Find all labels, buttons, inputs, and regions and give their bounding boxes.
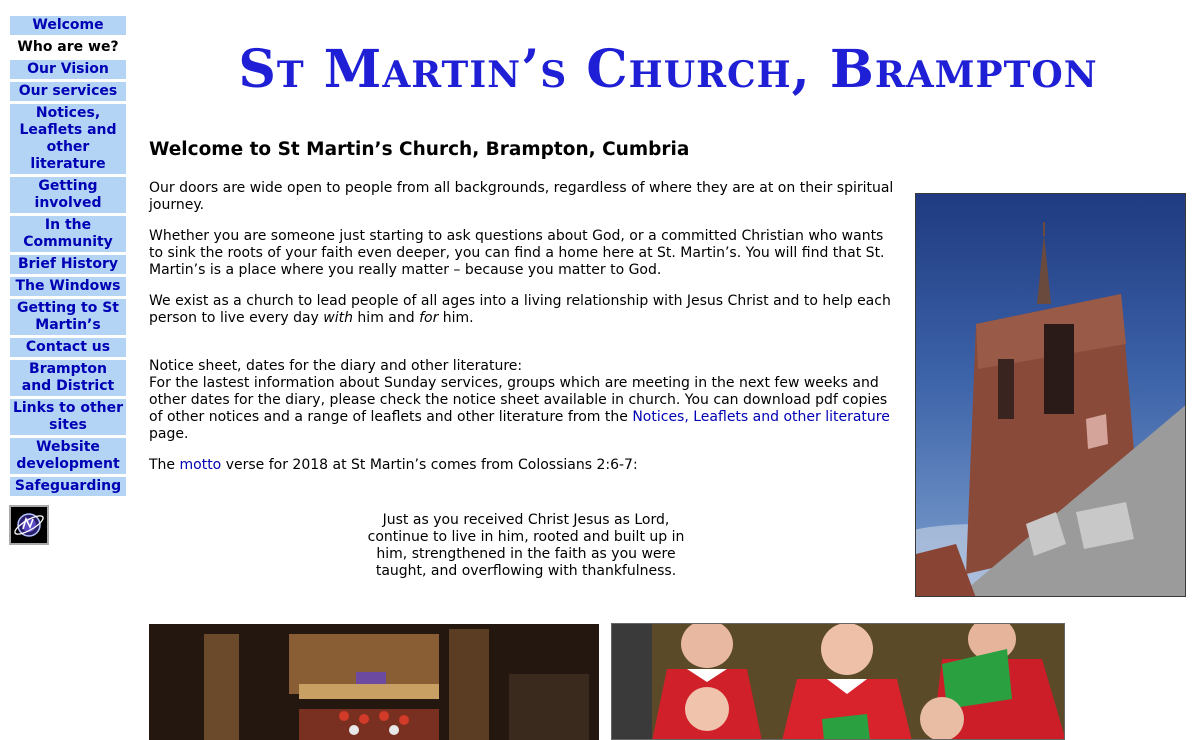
site-title: St Martin’s Church, Brampton	[238, 39, 1098, 100]
children-choir-photo	[611, 623, 1065, 740]
mission-text-b: him and	[352, 310, 420, 326]
nav-brampton-and-district[interactable]: Brampton and District	[10, 360, 126, 396]
nav-contact-us[interactable]: Contact us	[10, 338, 126, 357]
motto-suffix: verse for 2018 at St Martin’s comes from Colossians 2:6-7:	[221, 457, 638, 473]
nav-the-windows[interactable]: The Windows	[10, 277, 126, 296]
nav-our-services[interactable]: Our services	[10, 82, 126, 101]
nav-who-are-we[interactable]: Who are we?	[10, 38, 126, 57]
motto-prefix: The	[149, 457, 180, 473]
nav-getting-involved[interactable]: Getting involved	[10, 177, 126, 213]
nav-website-development[interactable]: Website development	[10, 438, 126, 474]
nav-welcome[interactable]: Welcome	[10, 16, 126, 35]
web-design-logo-icon[interactable]	[9, 505, 49, 545]
notice-paragraph	[149, 358, 901, 443]
notice-text: For the lastest information about Sunday services, groups which are meeting in the next few weeks and other dates for the diary, please check the notice sheet available in church. You can download pdf copies of other notices and a range of leaflets and other literature from the	[149, 375, 888, 425]
nav-getting-to-st-martins[interactable]: Getting to St Martin’s	[10, 299, 126, 335]
notice-tail: page.	[149, 426, 189, 442]
mission-with: with	[323, 310, 353, 326]
motto-paragraph	[149, 457, 901, 474]
welcome-paragraph: Whether you are someone just starting to ask questions about God, or a committed Christian who wants to sink the roots of your faith even deeper, you can find a home here at St. Martin’s. You will find that St. Martin’s is a place where you really matter – because you matter to God.	[149, 228, 885, 278]
nav-links-to-other-sites[interactable]: Links to other sites	[10, 399, 126, 435]
mission-text-c: him.	[438, 310, 474, 326]
motto-link[interactable]: motto	[179, 457, 222, 473]
nav-brief-history[interactable]: Brief History	[10, 255, 126, 274]
nav-notices-leaflets[interactable]: Notices, Leaflets and other literature	[10, 104, 126, 174]
nav-safeguarding[interactable]: Safeguarding	[10, 477, 126, 496]
mission-paragraph	[149, 293, 901, 327]
notices-leaflets-link[interactable]: Notices, Leaflets and other literature	[632, 409, 890, 425]
intro-paragraph: Our doors are wide open to people from all backgrounds, regardless of where they are at on their spiritual journey.	[149, 180, 894, 213]
church-interior-photo	[149, 624, 599, 740]
motto-verse: Just as you received Christ Jesus as Lord, continue to live in him, rooted and built up in him, strengthened in the faith as you were taught, and overflowing with thankfulness.	[367, 512, 685, 579]
nav-in-the-community[interactable]: In the Community	[10, 216, 126, 252]
sidebar-nav	[10, 16, 126, 499]
mission-text: We exist as a church to lead people of all ages into a living relationship with Jesus Christ and to help each person to live every day	[149, 293, 891, 326]
nav-our-vision[interactable]: Our Vision	[10, 60, 126, 79]
main-content	[149, 138, 901, 488]
church-tower-photo	[915, 193, 1186, 597]
notice-heading: Notice sheet, dates for the diary and other literature:	[149, 358, 523, 374]
mission-for: for	[419, 310, 439, 326]
page-title: Welcome to St Martin’s Church, Brampton, Cumbria	[149, 139, 690, 160]
